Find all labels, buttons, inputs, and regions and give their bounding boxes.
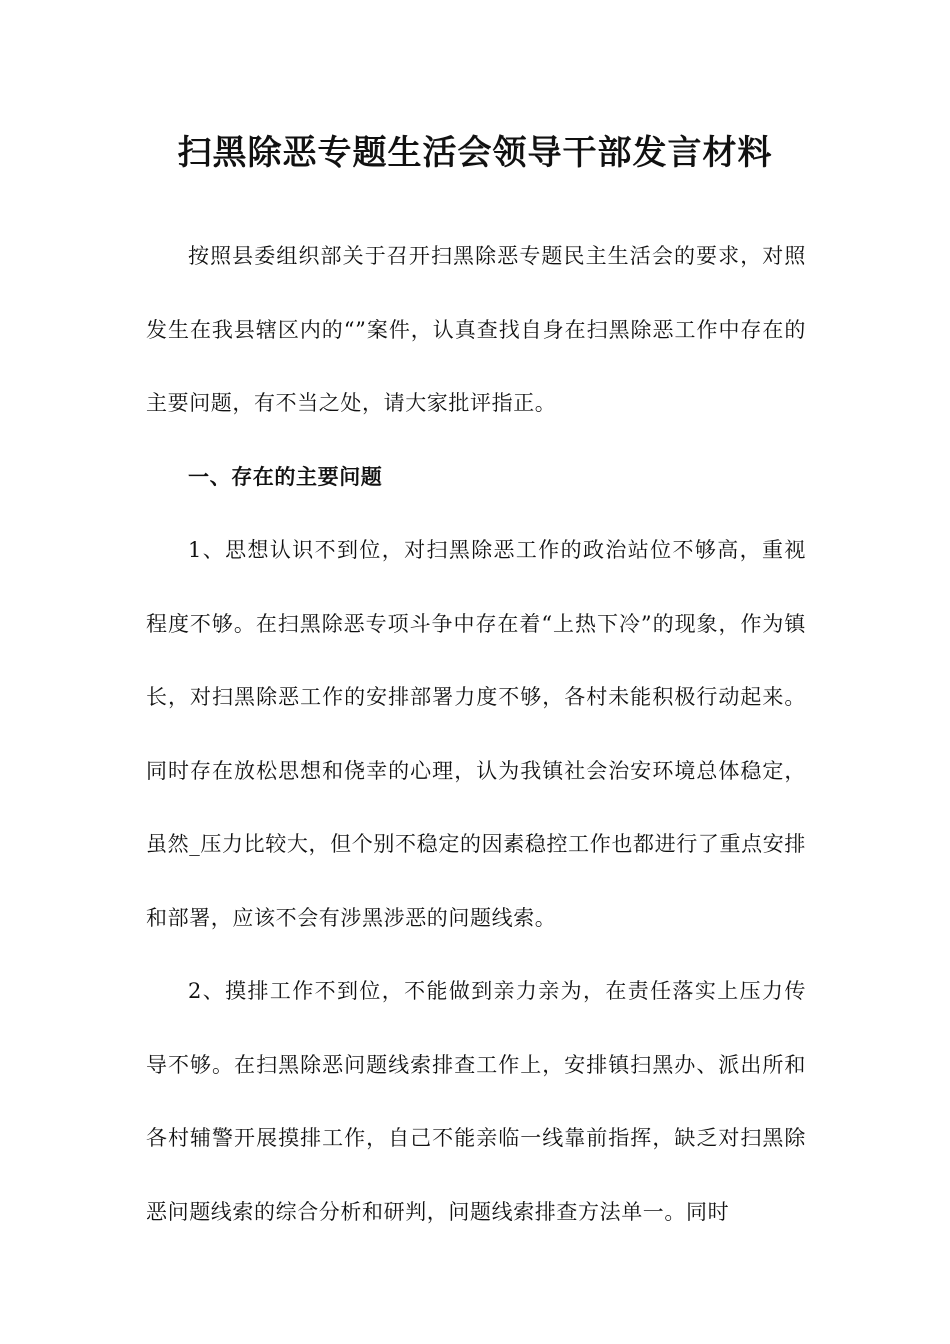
section-heading: 一、存在的主要问题 xyxy=(188,464,383,489)
document-title: 扫黑除恶专题生活会领导干部发言材料 xyxy=(177,133,773,173)
document-body xyxy=(146,220,806,1249)
item-2-paragraph: 2、摸排工作不到位，不能做到亲力亲为，在责任落实上压力传导不够。在扫黑除恶问题线索排查工作上，安排镇扫黑办、派出所和各村辅警开展摸排工作，自己不能亲临一线靠前指挥，缺乏对扫黑除恶问题线索的综合分析和研判，问题线索排查方法单一。同时 xyxy=(146,979,806,1224)
item-1-paragraph: 1、思想认识不到位，对扫黑除恶工作的政治站位不够高，重视程度不够。在扫黑除恶专项斗争中存在着“上热下冷”的现象，作为镇长，对扫黑除恶工作的安排部署力度不够，各村未能积极行动起来。同时存在放松思想和侥幸的心理，认为我镇社会治安环境总体稳定，虽然_压力比较大，但个别不稳定的因素稳控工作也都进行了重点安排和部署，应该不会有涉黑涉恶的问题线索。 xyxy=(146,538,806,930)
intro-paragraph: 按照县委组织部关于召开扫黑除恶专题民主生活会的要求，对照发生在我县辖区内的“”案件，认真查找自身在扫黑除恶工作中存在的主要问题，有不当之处，请大家批评指正。 xyxy=(146,244,806,415)
